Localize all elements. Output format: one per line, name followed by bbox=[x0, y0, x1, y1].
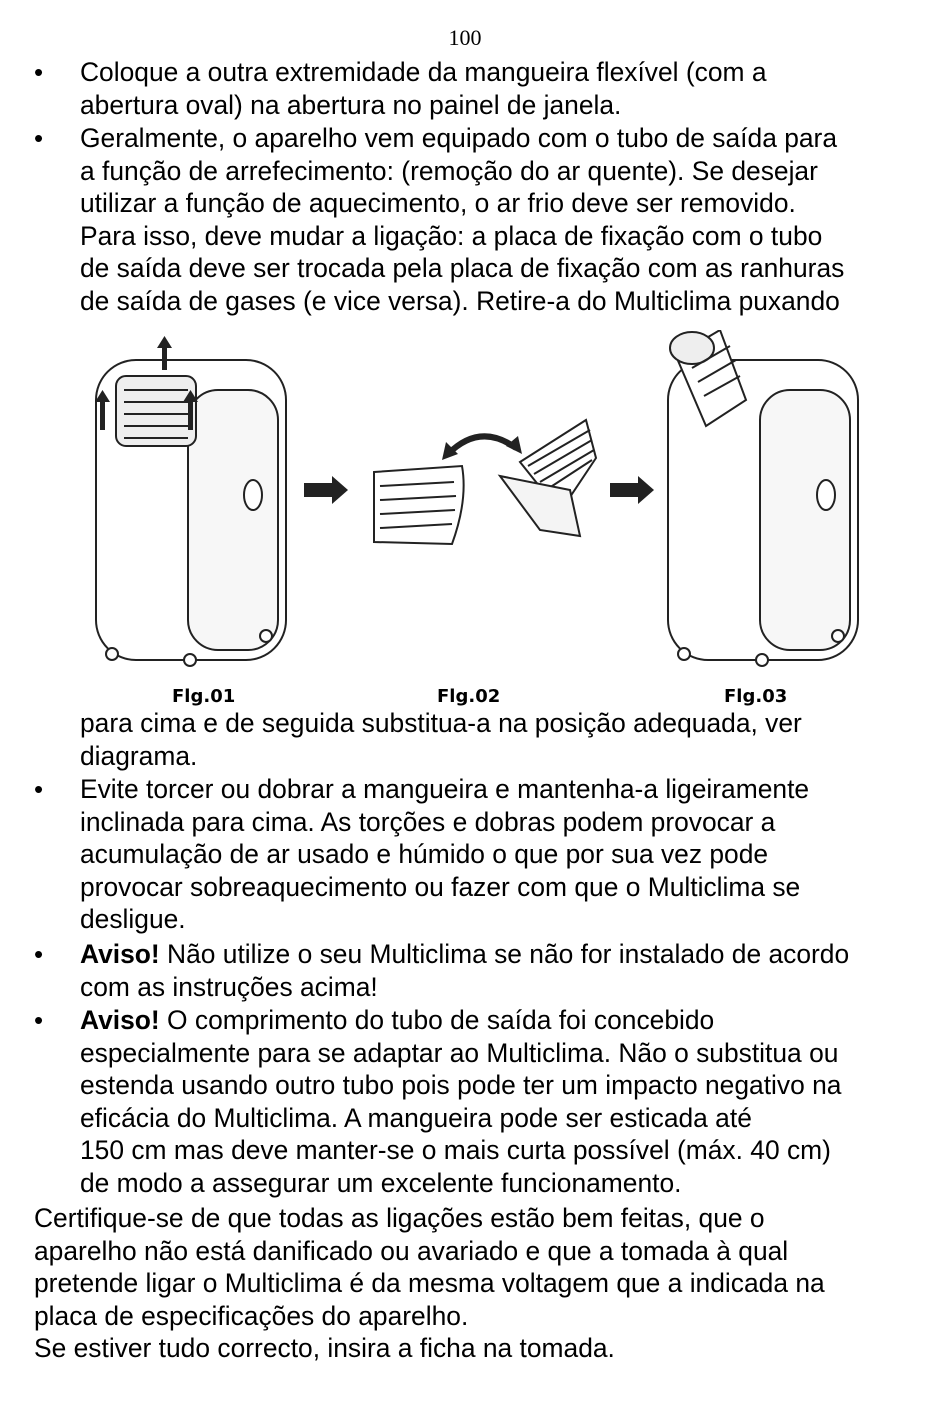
text-line: Coloque a outra extremidade da mangueira flexível (com a bbox=[80, 57, 767, 87]
swap-arrow-icon bbox=[442, 436, 522, 460]
text-line: placa de especificações do aparelho. bbox=[34, 1300, 469, 1331]
warning-label: Aviso! bbox=[80, 939, 160, 969]
paragraph-exhaust-tube-continued bbox=[80, 707, 915, 772]
text-line: Certifique-se de que todas as ligações estão bem feitas, que o bbox=[34, 1203, 765, 1233]
text-line bbox=[80, 1004, 915, 1037]
text-span: O comprimento do tubo de saída foi concebido bbox=[159, 1005, 715, 1035]
figure-label-2: Flg.02 bbox=[437, 686, 501, 707]
figure-label-1: Flg.01 bbox=[172, 686, 236, 707]
text-line: acumulação de ar usado e húmido o que por sua vez pode bbox=[80, 839, 769, 869]
paragraph-hose-bending bbox=[80, 773, 915, 936]
text-line: inclinada para cima. As torções e dobras podem provocar a bbox=[80, 806, 776, 837]
text-line: com as instruções acima! bbox=[80, 971, 378, 1002]
text-span: Não utilize o seu Multiclima se não for instalado de acordo bbox=[159, 939, 850, 969]
text-line: a função de arrefecimento: (remoção do ar quente). Se desejar bbox=[80, 155, 818, 186]
installation-diagram bbox=[80, 330, 880, 715]
bullet-point bbox=[34, 1004, 48, 1018]
right-arrow-icon bbox=[610, 476, 654, 504]
text-line: desligue. bbox=[80, 904, 186, 934]
figure-label-3: Flg.03 bbox=[724, 686, 788, 707]
text-line: aparelho não está danificado ou avariado e que a tomada à qual bbox=[34, 1235, 789, 1266]
text-line: utilizar a função de aquecimento, o ar frio deve ser removido. bbox=[80, 188, 796, 218]
text-line: Para isso, deve mudar a ligação: a placa de fixação com o tubo bbox=[80, 220, 823, 251]
text-line: diagrama. bbox=[80, 740, 198, 771]
text-line: Se estiver tudo correcto, insira a ficha na tomada. bbox=[34, 1333, 615, 1363]
air-conditioner-unit-fig3 bbox=[668, 330, 858, 666]
paragraph-warning-tube-length bbox=[80, 1004, 915, 1199]
paragraph-connection-check bbox=[34, 1202, 914, 1365]
text-line: de saída de gases (e vice versa). Retire-a do Multiclima puxando bbox=[80, 285, 840, 316]
bullet-point bbox=[34, 773, 48, 787]
bullet-point bbox=[34, 122, 48, 136]
text-line: pretende ligar o Multiclima é da mesma voltagem que a indicada na bbox=[34, 1268, 825, 1298]
paragraph-warning-install bbox=[80, 938, 915, 1003]
text-line: Geralmente, o aparelho vem equipado com o tubo de saída para bbox=[80, 123, 838, 153]
text-line bbox=[80, 938, 915, 971]
bullet-point bbox=[34, 56, 48, 70]
paragraph-exhaust-tube bbox=[80, 122, 915, 317]
text-line: eficácia do Multiclima. A mangueira pode ser esticada até bbox=[80, 1102, 752, 1133]
text-line: Evite torcer ou dobrar a mangueira e mantenha-a ligeiramente bbox=[80, 774, 810, 804]
text-line: para cima e de seguida substitua-a na posição adequada, ver bbox=[80, 708, 802, 738]
right-arrow-icon bbox=[304, 476, 348, 504]
vented-plate-part bbox=[374, 466, 464, 544]
text-line: 150 cm mas deve manter-se o mais curta possível (máx. 40 cm) bbox=[80, 1135, 831, 1165]
warning-label: Aviso! bbox=[80, 1005, 160, 1035]
text-line: de saída deve ser trocada pela placa de fixação com as ranhuras bbox=[80, 253, 845, 283]
text-line: especialmente para se adaptar ao Multiclima. Não o substitua ou bbox=[80, 1037, 839, 1068]
text-line: provocar sobreaquecimento ou fazer com que o Multiclima se bbox=[80, 871, 801, 902]
text-line: de modo a assegurar um excelente funcionamento. bbox=[80, 1167, 682, 1198]
page-number: 100 bbox=[448, 25, 482, 50]
bullet-point bbox=[34, 938, 48, 952]
text-line: estenda usando outro tubo pois pode ter um impacto negativo na bbox=[80, 1070, 842, 1100]
paragraph-hose-window bbox=[80, 56, 915, 121]
exhaust-hose-part bbox=[500, 420, 596, 536]
text-line: abertura oval) na abertura no painel de janela. bbox=[80, 89, 622, 120]
